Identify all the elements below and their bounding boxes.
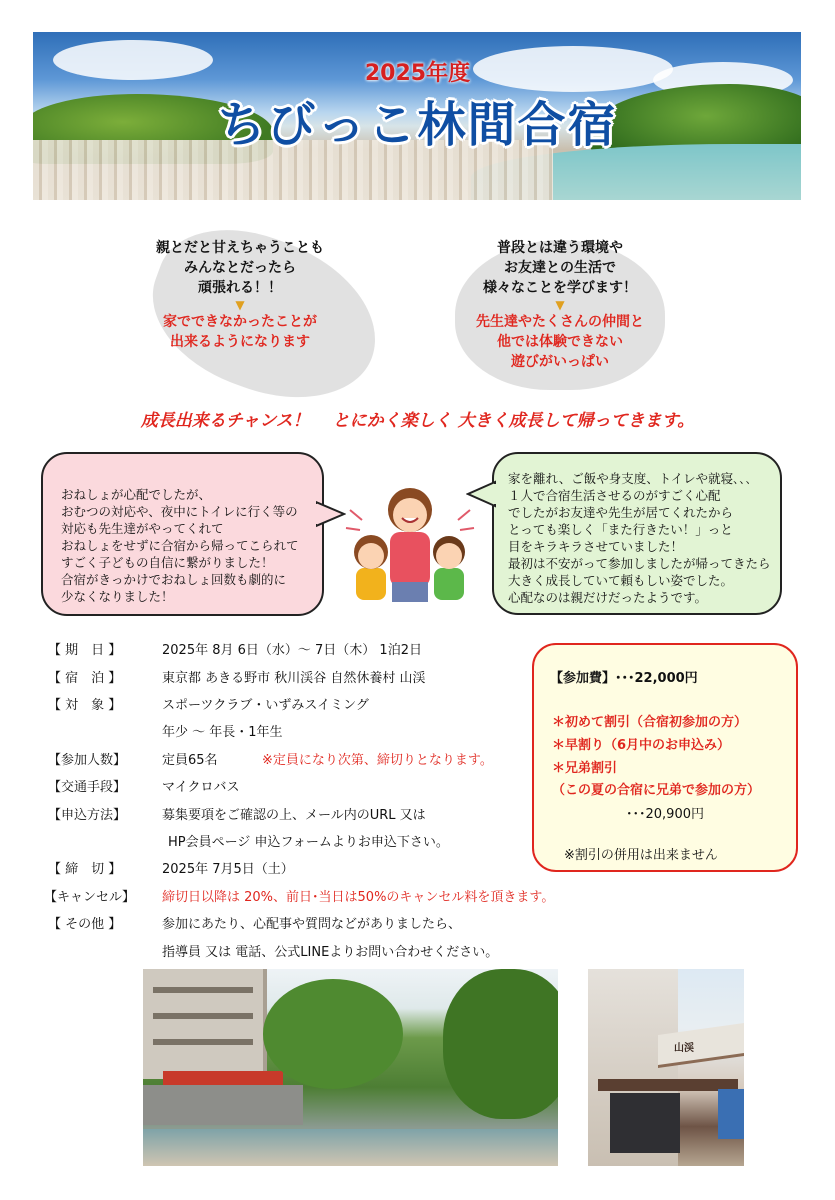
apply-label: 【申込方法】 [48,808,127,823]
cancel-value: 締切日以降は 20%、前日･当日は50%のキャンセル料を頂きます。 [162,890,555,905]
other-value: 指導員 又は 電話、公式LINEよりお問い合わせください。 [162,945,499,960]
other-label: 【 その他 】 [48,917,122,932]
testimonial-line: 少なくなりました！ [61,589,174,604]
point-left-highlight: 家でできなかったことが [163,314,317,330]
apply-value: 募集要項をご確認の上、メール内のURL 又は [162,808,426,823]
fee-box [532,643,798,872]
point-right-highlight: 先生達やたくさんの仲間と [476,314,644,330]
pointing-down-hand-icon: ▼ [235,298,245,312]
photo-lodge-entrance [588,969,744,1166]
target-value: スポーツクラブ・いずみスイミング [162,698,369,713]
capacity-note: ※定員になり次第、締切りとなります。 [262,753,493,768]
point-left-line: 頑張れる！！ [198,280,282,296]
target-value: 年少 ～ 年長・1年生 [162,725,283,740]
testimonial-line: すごく子どもの自信に繋がりました！ [61,555,274,570]
lodging-value: 東京都 あきる野市 秋川渓谷 自然休養村 山渓 [162,671,426,686]
discount-sibling: ＊兄弟割引 [552,761,618,776]
capacity-label: 【参加人数】 [48,753,127,768]
discount-early: ＊早割り（6月中のお申込み） [552,738,731,753]
testimonial-line: おねしょをせずに合宿から帰ってこられて [61,538,299,553]
testimonial-line: 家を離れ、ご飯や身支度、トイレや就寝､､､ [508,471,752,486]
testimonial-line: 大きく成長していて頼もしい姿でした。 [508,573,734,588]
target-label: 【 対 象 】 [48,698,122,713]
dates-value: 2025年 8月 6日（水）～ 7日（木） 1泊2日 [162,643,422,658]
cancel-label: 【キャンセル】 [44,890,136,905]
other-value: 参加にあたり、心配事や質問などがありましたら、 [162,917,462,932]
testimonial-line: 心配なのは親だけだったようです。 [508,590,708,605]
dates-label: 【 期 日 】 [48,643,122,658]
testimonial-line: 対応も先生達がやってくれて [61,521,224,536]
testimonial-line: でしたがお友達や先生が居てくれたから [508,505,734,520]
apply-value: HP会員ページ 申込フォームよりお申込下さい。 [168,835,449,850]
testimonial-line: 合宿がきっかけでおねしょ回数も劇的に [61,572,287,587]
point-right-line: お友達との生活で [504,260,616,276]
testimonial-line: 最初は不安がって参加しましたが帰ってきたら [508,556,771,571]
fee-title: 【参加費】･･･22,000円 [550,671,698,686]
pointing-down-hand-icon: ▼ [555,298,565,312]
transport-label: 【交通手段】 [48,780,127,795]
discount-note: ※割引の併用は出来ません [564,848,718,863]
discounted-price: ･･･20,900円 [626,807,704,822]
point-left-line: 親とだと甘えちゃうことも [156,240,324,256]
photo-river-lodge [143,969,558,1166]
testimonial-line: 目をキラキラさせていました！ [508,539,684,554]
discount-first-time: ＊初めて割引（合宿初参加の方） [552,715,748,730]
testimonial-line: おねしょが心配でしたが、 [61,487,212,502]
page-title: ちびっこ林間合宿 [217,97,618,153]
point-right-line: 普段とは違う環境や [497,240,623,256]
title-year: 2025年度 [364,61,471,86]
testimonial-line: １人で合宿生活させるのがすごく心配 [508,488,721,503]
testimonial-line: とっても楽しく「また行きたい！」っと [508,522,733,537]
testimonial-line: おむつの対応や、夜中にトイレに行く等の [61,504,298,519]
family-illustration [340,470,480,605]
testimonial-bubble-left [41,452,324,616]
point-right [445,238,675,372]
point-right-line: 様々なことを学びます！ [483,280,637,296]
testimonial-bubble-right [492,452,782,615]
point-right-highlight: 他では体験できない [497,334,623,350]
point-left [130,238,350,352]
deadline-value: 2025年 7月5日（土） [162,862,294,877]
point-right-highlight: 遊びがいっぱい [511,354,609,370]
point-left-line: みんなとだったら [184,260,296,276]
lodging-label: 【 宿 泊 】 [48,671,122,686]
capacity-value: 定員65名 [162,753,218,768]
deadline-label: 【 締 切 】 [48,862,122,877]
lodge-sign: 山渓 [674,1043,694,1054]
discount-sibling-note: （この夏の合宿に兄弟で参加の方） [552,783,761,798]
chance-headline: 成長出来るチャンス！ とにかく楽しく 大きく成長して帰ってきます。 [140,411,695,431]
transport-value: マイクロバス [162,780,240,795]
point-left-highlight: 出来るようになります [170,334,310,350]
